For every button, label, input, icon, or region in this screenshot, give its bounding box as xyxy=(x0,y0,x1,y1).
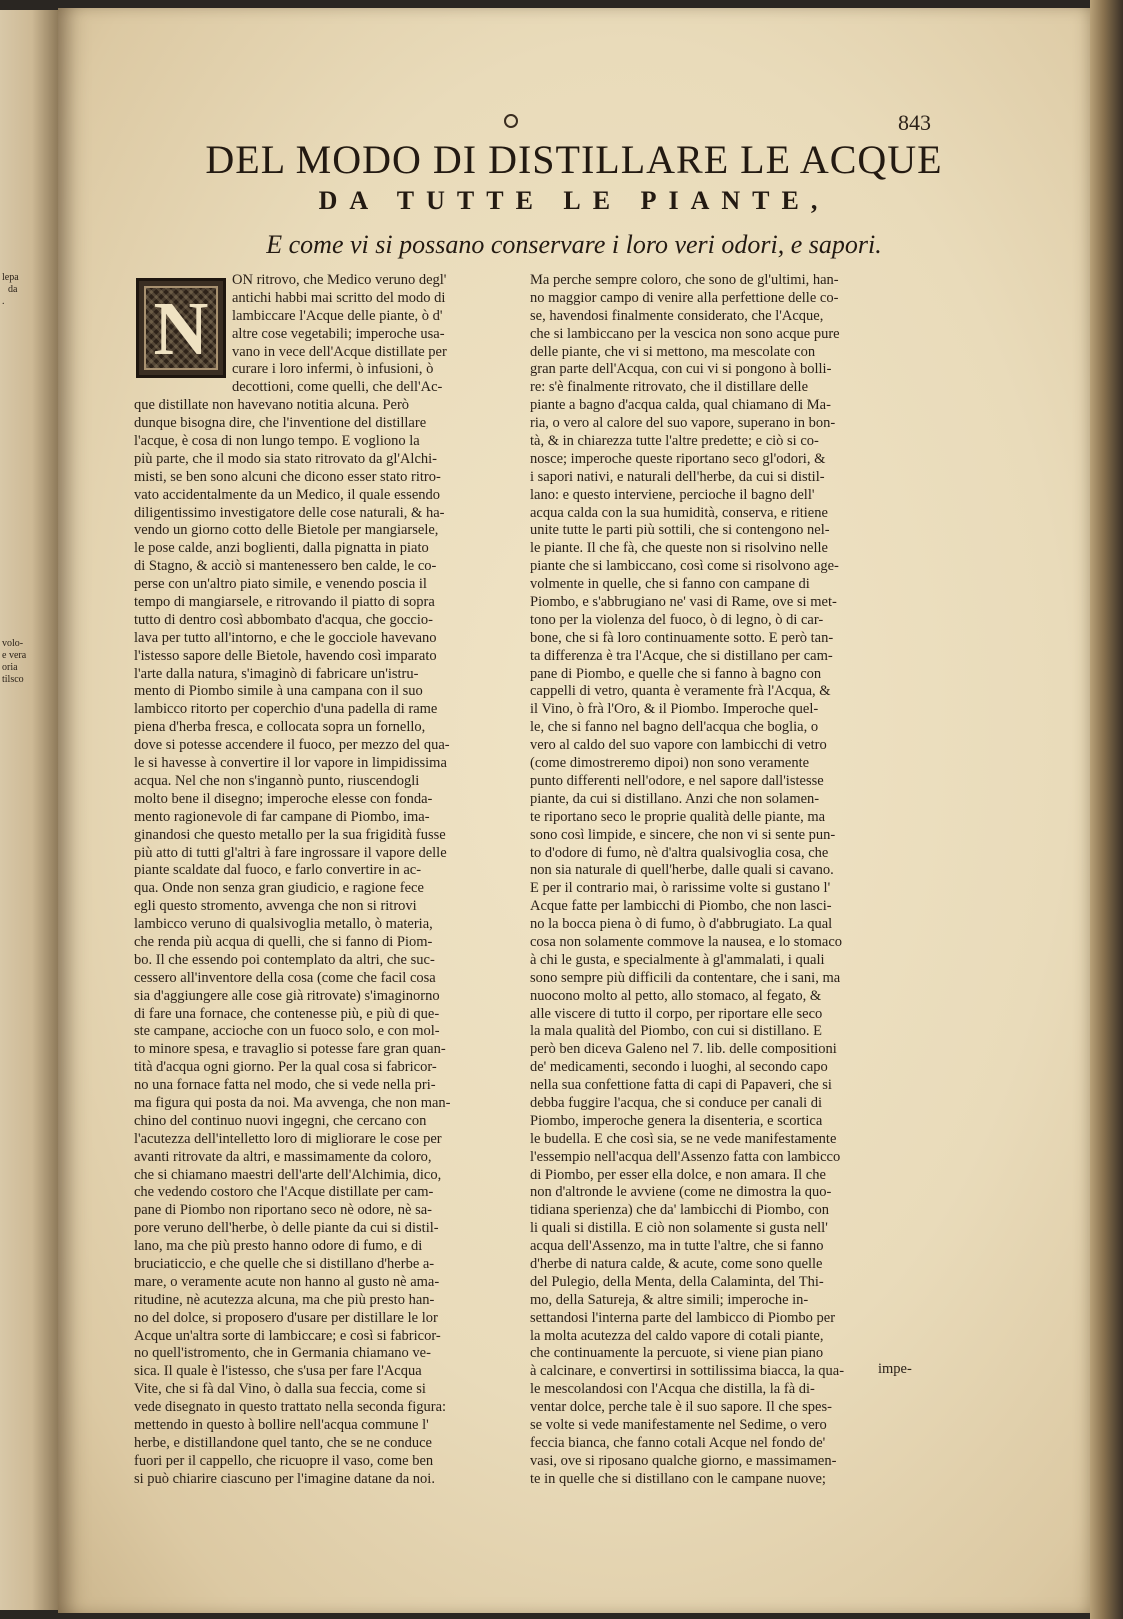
text-line: ste campane, accioche con un fuoco solo, e con mol- xyxy=(134,1023,440,1040)
text-line: curare i loro infermi, ò infusioni, ò xyxy=(232,361,434,378)
text-line: debba fuggire l'acqua, che si conduce per canali di xyxy=(530,1094,823,1111)
text-line: si può chiarire ciascuno per l'imagine datane da noi. xyxy=(134,1470,435,1487)
text-line: ta differenza è tra l'Acque, che si distillano per cam- xyxy=(530,647,833,664)
margin-fragment: oria xyxy=(2,662,18,673)
text-line: egli questo stromento, avvenga che non si ritrovi xyxy=(134,898,417,915)
text-line: fuori per il cappello, che ricuopre il vaso, come ben xyxy=(134,1452,434,1469)
text-line: unite tutte le parti più sottili, che si contengono nel- xyxy=(530,522,830,539)
text-line: qua. Onde non senza gran giudicio, e ragione fece xyxy=(134,880,424,897)
text-line: lano: e questo interviene, percioche il bagno dell' xyxy=(530,486,815,503)
text-line: acqua dell'Assenzo, ma in tutte l'altre, che si fanno xyxy=(530,1238,824,1255)
text-line: piante a bagno d'acqua calda, qual chiamano di Ma- xyxy=(530,397,831,414)
text-line: ria, o vero al calore del suo vapore, superano in bon- xyxy=(530,415,836,432)
text-line: le budella. E che così sia, se ne vede manifestamente xyxy=(530,1130,837,1147)
text-line: di fare una fornace, che contenesse più, e più di que- xyxy=(134,1005,440,1022)
text-line: bone, che si fà loro continuamente sotto. E però tan- xyxy=(530,629,834,646)
text-line: le mescolandosi con l'Acqua che distilla, la fà di- xyxy=(530,1381,815,1398)
text-line: più parte, che il modo sia stato ritrovato da gl'Alchi- xyxy=(134,450,438,467)
text-line: che continuamente la percuote, si viene pian piano xyxy=(530,1345,824,1362)
text-line: mettendo in questo à bollire nell'acqua commune l' xyxy=(134,1417,429,1433)
text-line: to minore spesa, e travaglio si potesse fare gran quan- xyxy=(134,1041,446,1058)
catchword: impe- xyxy=(878,1361,912,1377)
text-line: di Piombo, per esser ella dolce, e non amara. Il che xyxy=(530,1166,826,1183)
text-line: sia d'aggiungere alle cose già ritrovate) s'imaginorno xyxy=(134,987,440,1004)
text-line: pore veruno dell'herbe, ò delle piante da cui si distil- xyxy=(134,1220,439,1237)
text-line: piante scaldate dal fuoco, e farlo convertire in ac- xyxy=(134,862,422,879)
text-line: to d'odore di fumo, nè d'altra qualsivoglia cosa, che xyxy=(530,844,829,861)
text-line: Piombo, e s'abbrugiano ne' vasi di Rame, ove si met- xyxy=(530,594,837,611)
text-line: acqua calda con la sua humidità, conserva, e ritiene xyxy=(530,504,828,521)
text-line: volmente in quelle, che si fanno con campane di xyxy=(530,576,810,593)
text-line: mo, della Satureja, & altre simili; imperoche in- xyxy=(530,1291,809,1308)
text-line: cosa non solamente commove la nausea, e lo stomaco xyxy=(530,933,843,950)
text-line: piena d'herba fresca, e collocata sopra un fornello, xyxy=(134,719,426,736)
text-line: lava per tutto all'intorno, e che le gocciole havevano xyxy=(134,629,437,646)
text-line: che renda più acqua di quelli, che si fanno di Piom- xyxy=(134,933,433,950)
text-line: nuocono molto al petto, allo stomaco, al fegato, & xyxy=(530,987,822,1004)
text-line: altre cose vegetabili; imperoche usa- xyxy=(232,325,445,342)
text-line: lambicco ritorto per coperchio d'una padella di rame xyxy=(134,701,438,718)
text-line: la mala qualità del Piombo, con cui si distillano. E xyxy=(530,1023,822,1040)
text-line: à calcinare, e convertirsi in sottilissima biacca, la qua- xyxy=(530,1363,845,1380)
text-line: lambicco veruno di qualsivoglia metallo, ò materia, xyxy=(134,916,433,933)
text-line: nosce; imperoche queste riportano seco gl'odori, & xyxy=(530,450,826,467)
page-subtitle: E come vi si possano conservare i loro veri odori, e sapori. xyxy=(266,230,882,259)
text-line: no del dolce, si proposero d'usare per distillare le lor xyxy=(134,1309,438,1326)
text-line: no maggior campo di venire alla perfettione delle co- xyxy=(530,289,839,306)
text-line: mento di Piombo simile à una campana con il suo xyxy=(134,683,423,700)
text-line: tà, & in chiarezza tutte l'altre predette; e ciò si co- xyxy=(530,433,819,450)
text-line: alle viscere di tutto il corpo, per riportare elle seco xyxy=(530,1005,823,1022)
text-line: settandosi l'interna parte del lambicco di Piombo per xyxy=(530,1309,836,1326)
margin-fragment: tilsco xyxy=(2,674,24,685)
text-line: che si lambiccano per la vescica non sono acque pure xyxy=(530,325,840,342)
text-line: più atto di tutti gl'altri à fare ingrossare il vapore delle xyxy=(134,844,447,861)
text-line: il Vino, ò frà l'Oro, & il Piombo. Imperoche quel- xyxy=(530,701,819,718)
text-line: d'herbe di natura calde, & acute, come sono quelle xyxy=(530,1255,823,1272)
text-line: (come dimostreremo dipoi) non sono veramente xyxy=(530,755,810,772)
text-line: pane di Piombo non riportano seco nè odore, nè sa- xyxy=(134,1202,432,1219)
text-line: che vedendo costoro che l'Acque distillate per cam- xyxy=(134,1184,434,1201)
text-line: le pose calde, anzi boglienti, dalla pignatta in piato xyxy=(134,540,429,557)
text-line: no una fornace fatta nel modo, che si vede nella pri- xyxy=(134,1077,436,1094)
text-line: bruciaticcio, e che quelle che si distillano d'herbe a- xyxy=(134,1255,435,1272)
text-line: Vite, che si fà dal Vino, ò dalla sua feccia, come si xyxy=(134,1381,426,1398)
text-line: però ben diceva Galeno nel 7. lib. delle compositioni xyxy=(530,1041,837,1058)
text-line: non d'altronde le avviene (come ne dimostra la quo- xyxy=(530,1184,832,1201)
text-line: ginandosi che questo metallo per la sua frigidità fusse xyxy=(134,826,446,843)
text-line: te riportano seco le proprie qualità delle piante, ma xyxy=(530,808,826,825)
text-line: li quali si distilla. E ciò non solamente si gusta nell' xyxy=(530,1220,828,1237)
drop-cap-letter: N xyxy=(153,287,209,371)
text-line: i sapori nativi, e naturali dell'herbe, da cui si distil- xyxy=(530,468,825,485)
text-line: pane di Piombo, e quelle che si fanno à bagno con xyxy=(530,665,822,682)
text-line: avanti ritrovate da altri, e massimamente da coloro, xyxy=(134,1148,432,1165)
text-line: le piante. Il che fà, che queste non si risolvino nelle xyxy=(530,540,828,557)
text-line: punto differenti nell'odore, e nel sapore dall'istesse xyxy=(530,772,824,789)
text-line: tono per la violenza del fuoco, ò di legno, ò di car- xyxy=(530,611,824,628)
text-line: vasi, ove si riposano qualche giorno, e massimamen- xyxy=(530,1452,837,1469)
margin-fragment: lepa xyxy=(2,272,19,283)
text-line: E per il contrario mai, ò rarissime volte si gustano l' xyxy=(530,880,831,897)
text-line: ma figura qui posta da noi. Ma avvenga, che non man- xyxy=(134,1094,451,1111)
text-line: te in quelle che si distillano con le campane nuove; xyxy=(530,1470,826,1487)
text-line: mento ragionevole di far campane di Piombo, ima- xyxy=(134,808,430,825)
margin-fragment: e vera xyxy=(2,650,27,661)
text-line: feccia bianca, che fanno cotali Acque nel fondo de' xyxy=(530,1434,826,1451)
text-line: sono sempre più difficili da contentare, che i sani, ma xyxy=(530,969,841,986)
text-line: non sia naturale di quell'herbe, dalle quali si cavano. xyxy=(530,862,834,879)
text-line: tutto di dentro così abbombato d'acqua, che gocciо- xyxy=(134,611,433,628)
text-line: ritudine, nè acutezza alcuna, ma che più presto han- xyxy=(134,1291,435,1308)
text-line: diligentissimo investigatore delle cose naturali, & ha- xyxy=(134,504,445,521)
text-line: ventar dolce, perche tale è il suo sapore. Il che spes- xyxy=(530,1399,832,1416)
text-line: vede disegnato in questo trattato nella seconda figura: xyxy=(134,1399,447,1416)
page-title: DEL MODO DI DISTILLARE LE ACQUE xyxy=(205,137,943,182)
ornament-circle xyxy=(504,114,518,128)
text-line: sono così limpide, e sincere, che non vi si sente pun- xyxy=(530,826,836,843)
text-line: lambiccare l'Acque delle piante, ò d' xyxy=(232,307,443,324)
text-line: piante che si lambiccano, così come si risolvono age- xyxy=(530,558,839,575)
text-line: l'acutezza dell'intelletto loro di migliorare le cose per xyxy=(134,1130,442,1147)
text-line: molto bene il disegno; imperoche elesse con fonda- xyxy=(134,790,433,807)
text-line: Acque un'altra sorte di lambiccare; e così si fabricor- xyxy=(134,1327,441,1344)
right-text-column xyxy=(530,272,948,1489)
text-line: l'istesso sapore delle Bietole, havendo così imparato xyxy=(134,647,437,664)
text-line: antichi habbi mai scritto del modo di xyxy=(232,289,446,306)
margin-fragment: volo- xyxy=(2,638,24,649)
text-line: Acque fatte per lambicchi di Piombo, che non lasci- xyxy=(530,898,832,915)
book-page xyxy=(58,8,1090,1613)
text-line: re: s'è finalmente ritrovato, che il distillare delle xyxy=(530,379,809,396)
text-line: Ma perche sempre coloro, che sono de gl'ultimi, han- xyxy=(530,272,839,288)
text-line: l'essempio nell'acqua dell'Assenzo fatta con lambicco xyxy=(530,1148,841,1165)
text-line: de' medicamenti, secondo i luoghi, al secondo capo xyxy=(530,1059,828,1076)
text-line: se, havendosi finalmente considerato, che l'Acque, xyxy=(530,307,824,324)
left-text-column xyxy=(134,272,566,1489)
page-number: 843 xyxy=(898,110,931,135)
text-line: tidiana sperienza) che da' lambicchi di Piombo, con xyxy=(530,1202,829,1219)
text-line: à chi le gusta, e specialmente à gl'ammalati, i quali xyxy=(530,951,825,968)
text-line: que distillate non havevano notitia alcuna. Però xyxy=(134,397,410,414)
page-edge-shadow xyxy=(1090,0,1123,1619)
text-line: che si chiamano maestri dell'arte dell'Alchimia, dico, xyxy=(134,1166,442,1183)
text-line: delle piante, che vi si mettono, ma mescolate con xyxy=(530,343,816,360)
text-line: ON ritrovo, che Medico veruno degl' xyxy=(232,272,447,288)
text-line: herbe, e distillandone quel tanto, che se ne conduce xyxy=(134,1434,432,1451)
previous-page-edge xyxy=(0,10,60,1610)
text-line: mare, o veramente acute non hanno al gusto nè ama- xyxy=(134,1273,440,1290)
text-line: vato accidentalmente da un Medico, il quale essendo xyxy=(134,486,441,503)
text-line: tempo di mangiarsele, e ritrovando il piatto di sopra xyxy=(134,594,435,611)
text-line: sica. Il quale è l'istesso, che s'usa per fare l'Acqua xyxy=(134,1363,422,1380)
text-line: dove si potesse accendere il fuoco, per mezzo del qua- xyxy=(134,737,450,754)
text-line: perse con un'altro piato simile, e venendo poscia il xyxy=(134,576,427,593)
text-line: no quell'istromento, che in Germania chiamano ve- xyxy=(134,1345,431,1362)
text-line: l'arte dalla natura, s'imaginò di fabricare un'istru- xyxy=(134,665,419,682)
text-line: vendo un giorno cotto delle Bietole per mangiarsele, xyxy=(134,522,439,539)
text-line: misti, se ben sono alcuni che dicono esser stato ritro- xyxy=(134,468,441,485)
text-line: dunque bisogna dire, che l'inventione del distillare xyxy=(134,415,427,432)
text-line: le si havesse à convertire il lor vapore in limpidissima xyxy=(134,755,447,772)
text-line: gran parte dell'Acqua, con cui vi si pongono à bolli- xyxy=(530,361,832,378)
page-title-second-line: DA TUTTE LE PIANTE, xyxy=(318,186,830,215)
text-line: lano, ma che più presto hanno odore di fumo, e di xyxy=(134,1238,423,1255)
text-line: nella sua confettione fatta di capi di Papaveri, che si xyxy=(530,1077,832,1094)
text-line: vano in vece dell'Acque distillate per xyxy=(232,343,447,360)
text-line: l'acque, è cosa di non lungo tempo. E vogliono la xyxy=(134,433,420,450)
text-line: la molta acutezza del caldo vapore di cotali piante, xyxy=(530,1327,824,1344)
text-line: vero al caldo del suo vapore con lambicchi di vetro xyxy=(530,737,827,754)
text-line: piante, da cui si distillano. Anzi che non solamen- xyxy=(530,790,820,807)
margin-fragment: . xyxy=(2,296,5,307)
text-line: chino del continuo nuovi ingegni, che cercano con xyxy=(134,1112,427,1129)
text-line: se volte si vede manifestamente nel Sedime, o vero xyxy=(530,1417,827,1433)
text-line: decottioni, come quelli, che dell'Ac- xyxy=(232,379,443,396)
text-line: tità d'acqua ogni giorno. Per la qual cosa si fabricor- xyxy=(134,1059,437,1076)
text-line: cessero all'inventore della cosa (come che facil cosa xyxy=(134,969,436,986)
text-line: le, che si fanno nel bagno dell'acqua che boglia, o xyxy=(530,719,819,736)
text-line: del Pulegio, della Menta, della Calaminta, del Thi- xyxy=(530,1273,824,1290)
text-line: Piombo, imperoche genera la disenteria, e scortica xyxy=(530,1112,823,1129)
text-line: cappelli di vetro, quanta è veramente frà l'Acqua, & xyxy=(530,683,831,700)
margin-fragment: da xyxy=(8,284,18,295)
text-line: di Stagno, & acciò si mantenessero ben calde, le co- xyxy=(134,558,437,575)
text-line: bo. Il che essendo poi contemplato da altri, che suc- xyxy=(134,951,435,968)
text-line: acqua. Nel che non s'ingannò punto, riuscendogli xyxy=(134,772,420,789)
text-line: no la bocca piena ò di fumo, ò d'abbrugiato. La qual xyxy=(530,916,833,933)
